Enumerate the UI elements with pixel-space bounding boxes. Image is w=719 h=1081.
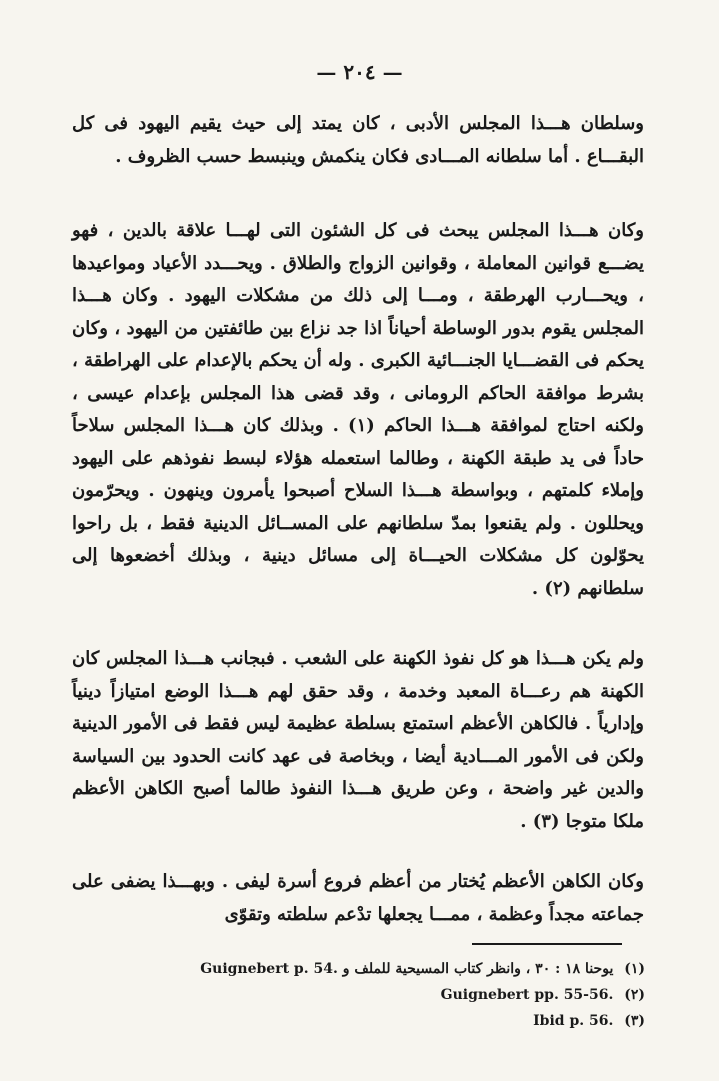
footnote-mark: (٣) [624,1013,645,1029]
footnote-citation: Guignebert pp. 55-56. [440,987,614,1003]
footnote [70,984,645,1006]
page-number: — ٢٠٤ — [316,60,403,84]
footnote-mark: (٢) [624,987,645,1003]
footnotes [70,958,645,1036]
footnote [70,958,645,980]
paragraph: وسلطان هـــذا المجلس الأدبى ، كان يمتد إلى حيث يقيم اليهود فى كل البقـــاع . أما سلطانه المـــادى فكان ينكمش وينبسط حسب الظروف . [72,113,644,167]
footnote-citation: Ibid p. 56. [533,1013,614,1029]
paragraph: وكان الكاهن الأعظم يُختار من أعظم فروع أسرة ليفى . وبهـــذا يضفى على جماعته مجداً وعظمة ، ممـــا يجعلها تدْعم سلطته وتقوّى [72,871,644,925]
paragraph: وكان هـــذا المجلس يبحث فى كل الشئون التى لهـــا علاقة بالدين ، فهو يضـــع قوانين المعاملة ، وقوانين الزواج والطلاق . ويحـــدد الأعياد ومواعيدها ، ويحـــارب الهرطقة ، ومـــا إلى ذلك من مشكلات اليهود . وكان هـــذا المجلس يقوم بدور الوساطة أحياناً اذا جد نزاع بين طائفتين من اليهود ، وكان يحكم فى القضـــايا الجنـــائية الكبرى . وله أن يحكم بالإعدام على الهراطقة ، بشرط موافقة الحاكم الرومانى ، وقد قضى هذا المجلس بإعدام عيسى ، ولكنه احتاج لموافقة هـــذا الحاكم (١) . وبذلك كان هـــذا المجلس سلاحاً حاداً فى يد طبقة الكهنة ، وطالما استعمله هؤلاء لبسط نفوذهم على اليهود وإملاء كلمتهم ، وبواسطة هـــذا السلاح أصبحوا يأمرون وينهون . ويحرّمون ويحللون . ولم يقنعوا بمدّ سلطانهم على المســائل الدينية فقط ، بل راحوا يحوّلون كل مشكلات الحيـــاة إلى مسائل دينية ، وبذلك أخضعوها إلى سلطانهم (٢) . [72,220,644,599]
footnote-mark: (١) [624,961,645,977]
body-text [72,108,644,931]
footnote-arabic: يوحنا ١٨ : ٣٠ ، وانظر كتاب المسيحية للملف و [342,961,614,977]
paragraph: ولم يكن هـــذا هو كل نفوذ الكهنة على الشعب . فبجانب هـــذا المجلس كان الكهنة هم رعـــاة المعبد وخدمة ، وقد حقق لهم هـــذا الوضع امتيازاً دينياً وإدارياً . فالكاهن الأعظم استمتع بسلطة عظيمة ليس فقط فى الأمور الدينية ولكن فى الأمور المـــادية أيضا ، وبخاصة فى عهد كانت الحدود بين السياسة والدين غير واضحة ، وعن طريق هـــذا النفوذ طالما أصبح الكاهن الأعظم ملكا متوجا (٣) . [72,648,644,832]
footnote [70,1010,645,1032]
footnote-citation: Guignebert p. 54. [200,961,338,977]
footnote-divider [472,943,622,945]
